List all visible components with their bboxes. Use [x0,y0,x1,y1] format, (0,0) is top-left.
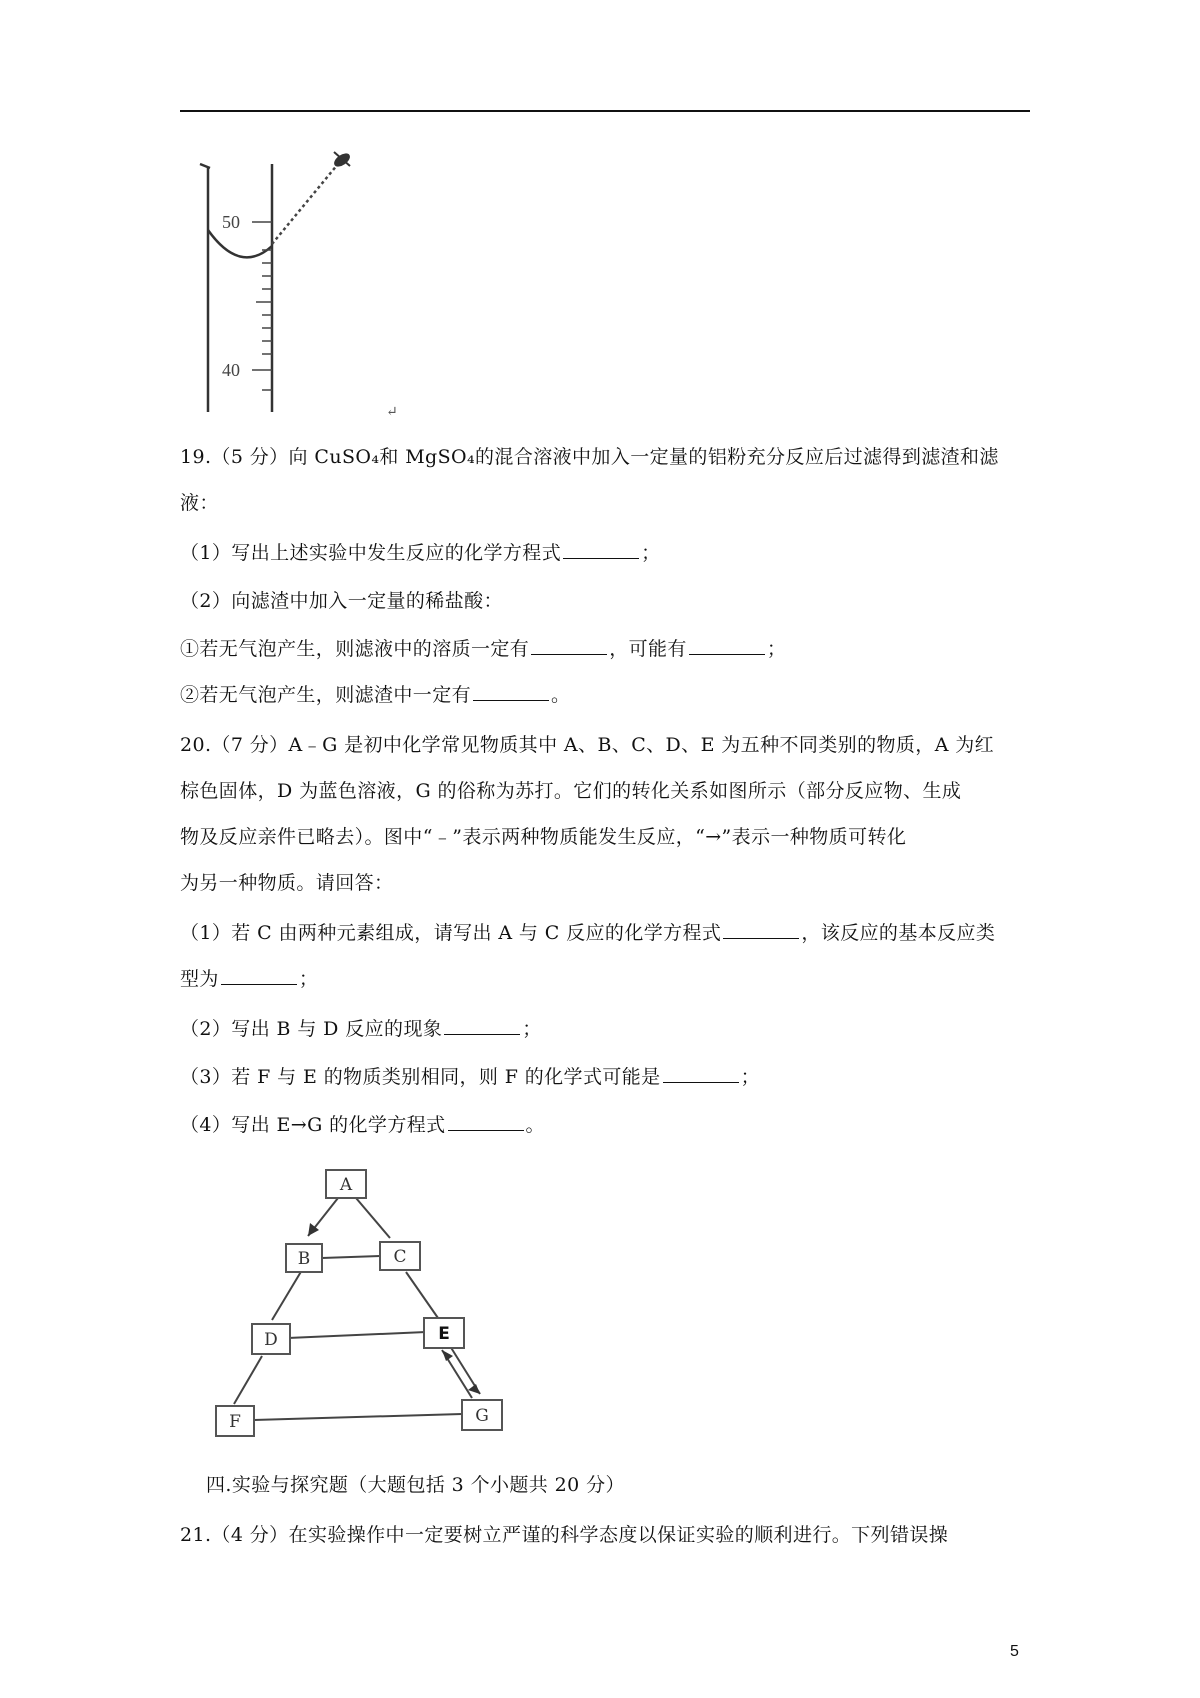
answer-blank[interactable] [221,966,297,985]
tick-label-40: 40 [222,360,240,380]
node-e: E [438,1324,450,1344]
return-mark: ↵ [386,404,398,420]
page-number: 5 [1010,1643,1019,1660]
q19-part2b: ②若无气泡产生，则滤渣中一定有 。 [180,684,571,706]
q19-part2: （2）向滤渣中加入一定量的稀盐酸： [180,590,503,612]
q20-part1: （1）若 C 由两种元素组成，请写出 A 与 C 反应的化学方程式 ，该反应的基本反应类 [180,922,996,944]
q19-part1: （1）写出上述实验中发生反应的化学方程式 ； [180,542,661,564]
header-rule [180,110,1030,112]
q20-line2: 棕色固体，D 为蓝色溶液，G 的俗称为苏打。它们的转化关系如图所示（部分反应物、生成 [180,780,962,802]
answer-blank[interactable] [689,636,765,655]
section-4-heading: 四.实验与探究题（大题包括 3 个小题共 20 分） [206,1474,625,1496]
q21-line1: 21.（4 分）在实验操作中一定要树立严谨的科学态度以保证实验的顺利进行。下列错误操 [180,1524,949,1546]
q19-title: 19.（5 分）向 CuSO₄和 MgSO₄的混合溶液中加入一定量的铝粉充分反应后过滤得到滤渣和滤 [180,446,999,468]
answer-blank[interactable] [444,1016,520,1035]
node-b: B [297,1249,311,1269]
q20-part4: （4）写出 E→G 的化学方程式 。 [180,1114,545,1136]
q20-line4: 为另一种物质。请回答： [180,872,394,894]
eye-icon [332,151,352,170]
q20-part1-cont: 型为 ； [180,968,319,990]
node-g: G [475,1406,489,1426]
answer-blank[interactable] [531,636,607,655]
q19-part2a: ①若无气泡产生，则滤液中的溶质一定有 ，可能有 ； [180,638,787,660]
node-f: F [229,1412,241,1432]
node-a: A [339,1175,353,1195]
graduated-cylinder-figure [190,150,390,425]
q19-title-cont: 液： [180,492,219,514]
answer-blank[interactable] [563,540,639,559]
node-c: C [393,1247,407,1267]
q20-part3: （3）若 F 与 E 的物质类别相同，则 F 的化学式可能是 ； [180,1066,760,1088]
q20-line3: 物及反应亲件已略去）。图中“﹣”表示两种物质能发生反应，“→”表示一种物质可转化 [180,826,907,848]
q20-line1: 20.（7 分）A﹣G 是初中化学常见物质其中 A、B、C、D、E 为五种不同类别的物质，A 为红 [180,734,995,756]
answer-blank[interactable] [448,1112,524,1131]
answer-blank[interactable] [663,1064,739,1083]
relationship-diagram [210,1160,530,1450]
node-d: D [264,1330,278,1350]
answer-blank[interactable] [473,682,549,701]
answer-blank[interactable] [723,920,799,939]
tick-label-50: 50 [222,212,240,232]
q20-part2: （2）写出 B 与 D 反应的现象 ； [180,1018,542,1040]
